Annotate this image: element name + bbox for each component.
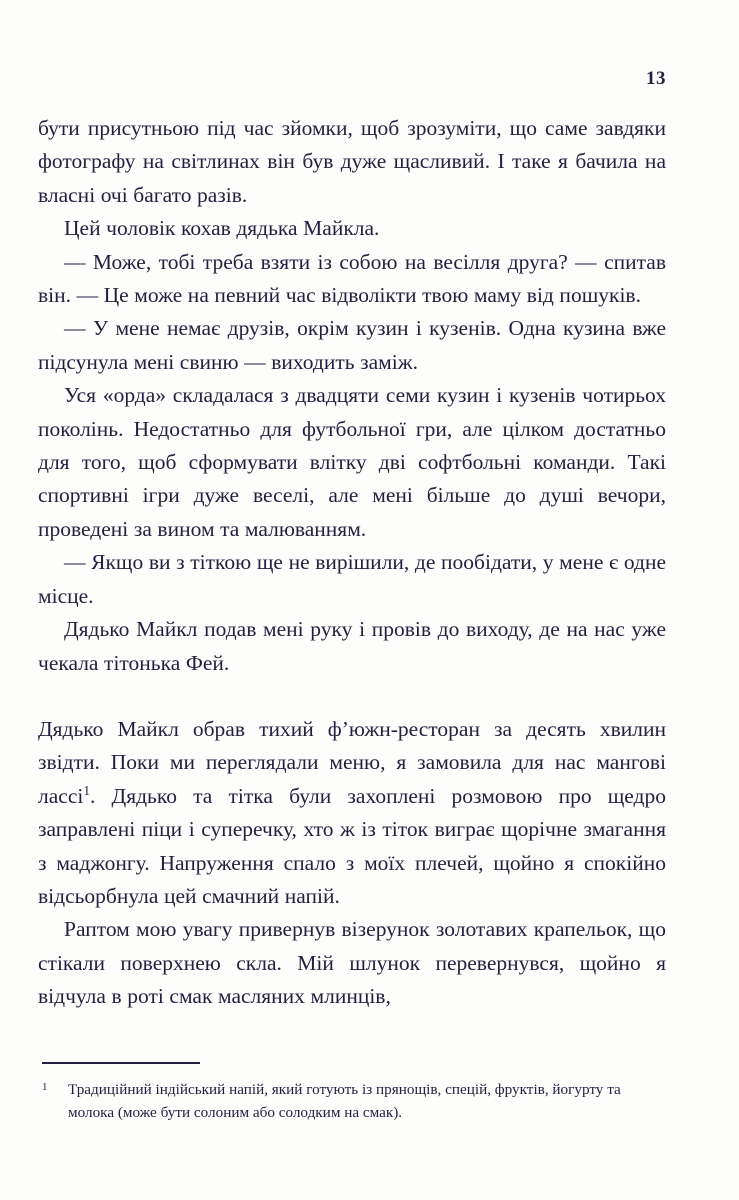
paragraph: Дядько Майкл подав мені руку і провів до виходу, де на нас уже чекала тітонька Фей.: [38, 617, 666, 675]
paragraph: — У мене немає друзів, окрім кузин і кузенів. Одна кузина вже підсунула мені свиню — виходить заміж.: [38, 316, 666, 374]
paragraph: — Може, тобі треба взяти із собою на весілля друга? — спитав він. — Це може на певний час відволікти твою маму від пошуків.: [38, 249, 666, 308]
footnote-number: 1: [42, 1081, 48, 1093]
paragraph: — Якщо ви з тіткою ще не вирішили, де пообідати, у мене є одне місце.: [38, 550, 666, 608]
paragraph-text-before-marker: Дядько Майкл обрав тихий ф’южн-ресторан за десять хвилин звідти. Поки ми переглядали меню, я замовила для нас мангові лассі: [38, 716, 666, 808]
paragraph: бути присутньою під час зйомки, щоб зрозуміти, що саме завдяки фотографу на світлинах він був дуже щасливий. І таке я бачила на власні очі багато разів.: [38, 116, 666, 207]
footnote-area: [42, 1062, 666, 1124]
paragraph: Цей чоловік кохав дядька Майкла.: [64, 216, 380, 241]
footnote-separator-rule: [42, 1062, 200, 1064]
page-number: 13: [646, 68, 666, 89]
paragraph-with-footnote: [38, 713, 666, 913]
footnote-text: Традиційний індійський напій, який готують із прянощів, спецій, фруктів, йогурту та молока (може бути солоним або солодким на смак).: [68, 1081, 621, 1121]
paragraph-text-after-marker: . Дядько та тітка були захоплені розмовою про щедро заправлені піци і суперечку, хто ж із тіток виграє щорічне змагання з маджонгу. Напруження спало з моїх плечей, щойно я спокійно відсьорбнула цей смачний напій.: [38, 783, 666, 908]
paragraph: Раптом мою увагу привернув візерунок золотавих крапельок, що стікали поверхнею скла. Мій шлунок перевернувся, щойно я відчула в роті смак масляних млинців,: [38, 917, 666, 1009]
body-text-block: [38, 112, 666, 1014]
paragraph: Уся «орда» складалася з двадцяти семи кузин і кузенів чотирьох поколінь. Недостатньо для футбольної гри, але цілком достатньо для того, щоб сформувати влітку дві софтбольні команди. Такі спортивні ігри дуже веселі, але мені більше до душі вечори, проведені за вином та малюванням.: [38, 383, 666, 541]
footnote-reference-marker[interactable]: 1: [83, 782, 91, 798]
section-break: [38, 680, 666, 713]
footnote-entry: [42, 1078, 666, 1124]
